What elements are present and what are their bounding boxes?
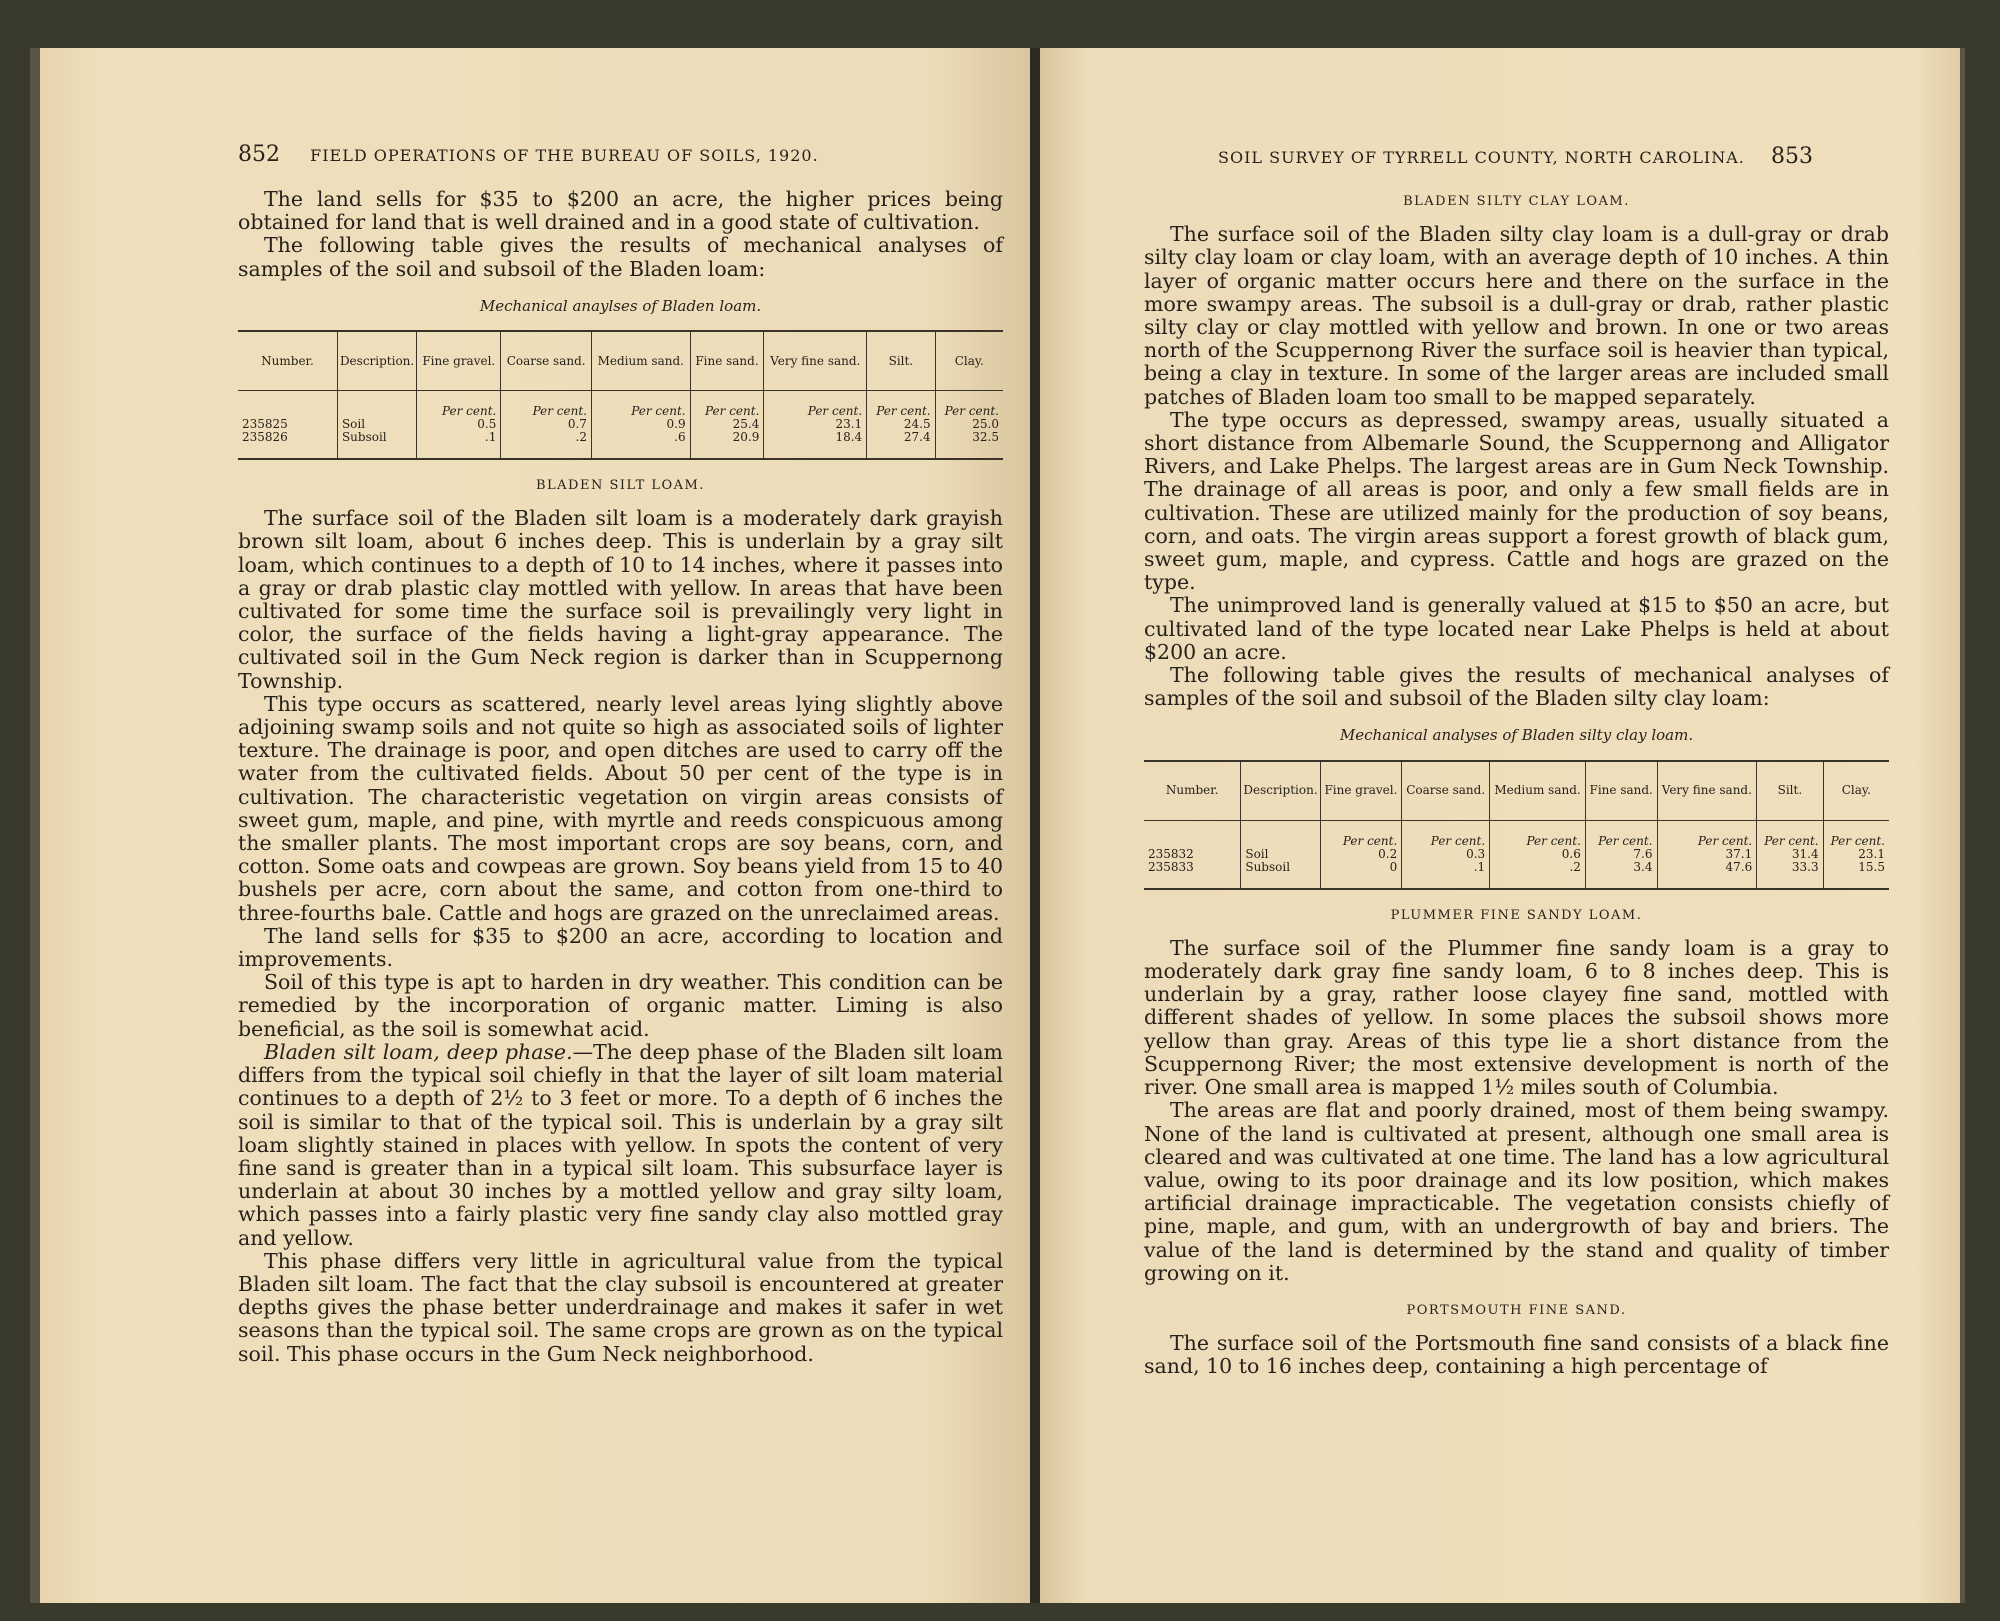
paragraph: The areas are flat and poorly drained, most of them being swampy. None of the land is cultivated at present, although one small area is cleared and was cultivated at one time. The land has a low agricultural value, owing to its poor drainage and its low position, which makes artificial drainage impracticable. The vegetation consists chiefly of pine, maple, and gum, with an undergrowth of bay and briers. The value of the land is determined by the stand and quality of timber growing on it. — [1144, 1098, 1889, 1285]
section-heading-bladen-silt-loam: BLADEN SILT LOAM. — [535, 478, 706, 494]
units-cell: Per cent. — [1657, 820, 1757, 848]
book-spread — [30, 48, 1965, 1603]
cell-value: 23.1 — [764, 418, 867, 431]
paragraph: This phase differs very little in agricultural value from the typical Bladen silt loam. The fact that the clay subsoil is encountered at greater depths gives the phase better underdrainage and makes it safer in wet seasons than the typical soil. The same crops are grown as on the typical soil. This phase occurs in the Gum Neck neighborhood. — [238, 1248, 1003, 1366]
deep-phase-text: —The deep phase of the Bladen silt loam differs from the typical soil chiefly in that the layer of silt loam material continues to a depth of 2½ to 3 feet or more. To a depth of 6 inches the soil is similar to that of the typical soil. This is underlain by a gray silt loam slightly stained in places with yellow. In spots the content of very fine sand is greater than in a typical silt loam. This subsurface layer is underlain at about 30 inches by a mottled yellow and gray silty loam, which passes into a fairly plastic very fine sandy clay also mottled gray and yellow. — [238, 1039, 1003, 1250]
right-body — [1144, 190, 1889, 1379]
header-silt: Silt. — [867, 331, 935, 391]
units-cell: Per cent. — [501, 391, 592, 419]
cell-value: 37.1 — [1657, 848, 1757, 861]
cell-number: 235826 — [238, 431, 337, 459]
cell-description: Soil — [337, 418, 416, 431]
units-cell: Per cent. — [944, 404, 999, 419]
cell-value: 24.5 — [867, 418, 935, 431]
header-clay: Clay. — [1841, 783, 1871, 798]
right-running-head: SOIL SURVEY OF TYRRELL COUNTY, NORTH CAROLINA. — [1218, 148, 1745, 167]
paragraph-deep-phase — [238, 1041, 1003, 1250]
units-cell: Per cent. — [417, 391, 501, 419]
cell-value: 31.4 — [1757, 848, 1823, 861]
paragraph: The unimproved land is generally valued at $15 to $50 an acre, but cultivated land of the type located near Lake Phelps is held at about $200 an acre. — [1144, 593, 1889, 664]
cell-value: 0.2 — [1320, 848, 1402, 861]
table-units-row — [1144, 820, 1889, 848]
header-fine-gravel: Fine gravel. — [1320, 761, 1402, 821]
units-cell — [337, 391, 416, 419]
units-cell — [1144, 820, 1241, 848]
paragraph: The following table gives the results of mechanical analyses of samples of the soil and subsoil of the Bladen silty clay loam: — [1144, 663, 1889, 711]
cell-value: .6 — [591, 431, 690, 459]
paragraph: The surface soil of the Bladen silty clay loam is a dull-gray or drab silty clay loam or clay loam, with an average depth of 10 inches. A thin layer of organic matter occurs here and there on the surface in the more swampy areas. The subsoil is a dull-gray or drab, rather plastic silty clay or clay mottled with yellow and brown. In one or two areas north of the Scuppernong River the surface soil is heavier than typical, being a clay in texture. In some of the larger areas are included small patches of Bladen loam too small to be mapped separately. — [1144, 222, 1889, 409]
section-heading-plummer-fine-sandy-loam: PLUMMER FINE SANDY LOAM. — [1390, 907, 1643, 923]
left-page — [40, 48, 1030, 1603]
units-cell: Per cent. — [591, 391, 690, 419]
section-heading-portsmouth-fine-sand: PORTSMOUTH FINE SAND. — [1406, 1302, 1627, 1318]
left-running-head: FIELD OPERATIONS OF THE BUREAU OF SOILS, 1920. — [310, 146, 819, 165]
cell-value: .2 — [1490, 861, 1586, 889]
cell-value: 0.6 — [1490, 848, 1586, 861]
header-number: Number. — [238, 331, 337, 391]
units-cell — [1241, 820, 1320, 848]
cell-description: Soil — [1241, 848, 1320, 861]
mechanical-analysis-table-bladen-silty-clay-loam — [1144, 760, 1889, 890]
cell-value: 33.3 — [1757, 861, 1823, 889]
header-clay: Clay. — [954, 353, 984, 368]
cell-value: .2 — [501, 431, 592, 459]
header-medium-sand: Medium sand. — [591, 331, 690, 391]
cell-number: 235833 — [1144, 861, 1241, 889]
cell-value: 0.7 — [501, 418, 592, 431]
cell-value: 15.5 — [1858, 859, 1885, 874]
header-fine-sand: Fine sand. — [1585, 761, 1657, 821]
table-row — [1144, 848, 1889, 861]
units-cell: Per cent. — [867, 391, 935, 419]
paragraph: This type occurs as scattered, nearly level areas lying slightly above adjoining swamp soils and not quite so high as associated soils of lighter texture. The drainage is poor, and open ditches are used to carry off the water from the cultivated fields. About 50 per cent of the type is in cultivation. The characteristic vegetation on virgin areas consists of sweet gum, maple, and pine, with myrtle and reeds conspicuous among the smaller plants. The most important crops are soy beans, corn, and cotton. Some oats and cowpeas are grown. Soy beans yield from 15 to 40 bushels per acre, corn about the same, and cotton from one-third to three-fourths bale. Cattle and hogs are grazed on the unreclaimed areas. — [238, 691, 1003, 925]
cell-value: 0.9 — [591, 418, 690, 431]
paragraph: The type occurs as depressed, swampy areas, usually situated a short distance from Albemarle Sound, the Scuppernong and Alligator Rivers, and Lake Phelps. The largest areas are in Gum Neck Township. The drainage of all areas is poor, and only a few small fields are in cultivation. These are utilized mainly for the production of soy beans, corn, and oats. The virgin areas support a forest growth of black gum, sweet gum, maple, and cypress. Cattle and hogs are grazed on the type. — [1144, 407, 1889, 595]
cell-value: 27.4 — [867, 431, 935, 459]
units-cell: Per cent. — [1320, 820, 1402, 848]
paragraph: The land sells for $35 to $200 an acre, the higher prices being obtained for land that is well drained and in a good state of cultivation. — [238, 187, 1003, 235]
cell-value: .1 — [417, 431, 501, 459]
units-cell: Per cent. — [690, 391, 764, 419]
units-cell: Per cent. — [1402, 820, 1490, 848]
units-cell: Per cent. — [1585, 820, 1657, 848]
left-page-number: 852 — [238, 142, 280, 167]
header-medium-sand: Medium sand. — [1490, 761, 1586, 821]
paragraph: The surface soil of the Plummer fine sandy loam is a gray to moderately dark gray fine sandy loam, 6 to 8 inches deep. This is underlain by a gray, rather loose clayey fine sand, mottled with different shades of yellow. In some places the subsoil shows more yellow than gray. Areas of this type lie a short distance from the Scuppernong River; the most extensive development is north of the river. One small area is mapped 1½ miles south of Columbia. — [1144, 935, 1889, 1100]
table-header-row — [238, 331, 1003, 391]
table-header-row — [1144, 761, 1889, 821]
paragraph: The following table gives the results of mechanical analyses of samples of the soil and subsoil of the Bladen loam: — [238, 233, 1003, 281]
cell-value: 7.6 — [1585, 848, 1657, 861]
units-cell: Per cent. — [764, 391, 867, 419]
units-cell: Per cent. — [1757, 820, 1823, 848]
header-coarse-sand: Coarse sand. — [1402, 761, 1490, 821]
paragraph: The surface soil of the Portsmouth fine sand consists of a black fine sand, 10 to 16 inches deep, containing a high percentage of — [1144, 1331, 1889, 1379]
header-coarse-sand: Coarse sand. — [501, 331, 592, 391]
cell-description: Subsoil — [1241, 861, 1320, 889]
right-running-head-row — [1218, 144, 1813, 169]
table-units-row — [238, 391, 1003, 419]
cell-value: 0.5 — [417, 418, 501, 431]
units-cell — [238, 391, 337, 419]
paragraph: The land sells for $35 to $200 an acre, according to location and improvements. — [238, 923, 1003, 972]
cell-value: 0.3 — [1402, 848, 1490, 861]
units-cell: Per cent. — [1830, 833, 1885, 848]
deep-phase-title: Bladen silt loam, deep phase. — [264, 1039, 573, 1064]
left-body — [238, 188, 1003, 1366]
left-running-head-row — [238, 142, 819, 167]
paragraph: The surface soil of the Bladen silt loam is a moderately dark grayish brown silt loam, about 6 inches deep. This is underlain by a gray silt loam, which continues to a depth of 10 to 14 inches, where it passes into a gray or drab plastic clay mottled with yellow. In areas that have been cultivated for some time the surface soil is prevailingly very light in color, the surface of the fields having a light-gray appearance. The cultivated soil in the Gum Neck region is darker than in Scuppernong Township. — [238, 506, 1003, 693]
header-description: Description. — [1241, 761, 1320, 821]
header-fine-sand: Fine sand. — [690, 331, 764, 391]
table-row — [238, 431, 1003, 459]
cell-description: Subsoil — [337, 431, 416, 459]
cell-value: .1 — [1402, 861, 1490, 889]
cell-number: 235825 — [238, 418, 337, 431]
table-caption: Mechanical anaylses of Bladen loam. — [479, 296, 762, 315]
header-description: Description. — [337, 331, 416, 391]
cell-value: 20.9 — [690, 431, 764, 459]
header-fine-gravel: Fine gravel. — [417, 331, 501, 391]
table-caption: Mechanical analyses of Bladen silty clay loam. — [1339, 726, 1694, 745]
header-very-fine-sand: Very fine sand. — [1657, 761, 1757, 821]
header-number: Number. — [1144, 761, 1241, 821]
cell-value: 25.0 — [972, 417, 999, 432]
cell-number: 235832 — [1144, 848, 1241, 861]
mechanical-analysis-table-bladen-loam — [238, 330, 1003, 460]
right-page — [1040, 48, 1960, 1603]
header-silt: Silt. — [1757, 761, 1823, 821]
table-row — [1144, 861, 1889, 889]
section-heading-bladen-silty-clay-loam: BLADEN SILTY CLAY LOAM. — [1403, 194, 1630, 209]
units-cell: Per cent. — [1490, 820, 1586, 848]
right-page-number: 853 — [1770, 144, 1813, 169]
cell-value: 47.6 — [1657, 861, 1757, 889]
cell-value: 23.1 — [1858, 846, 1885, 861]
cell-value: 32.5 — [972, 430, 999, 445]
cell-value: 3.4 — [1585, 861, 1657, 889]
cell-value: 18.4 — [764, 431, 867, 459]
paragraph: Soil of this type is apt to harden in dry weather. This condition can be remedied by the incorporation of organic matter. Liming is also beneficial, as the soil is somewhat acid. — [238, 970, 1003, 1041]
cell-value: 0 — [1320, 861, 1402, 889]
cell-value: 25.4 — [690, 418, 764, 431]
header-very-fine-sand: Very fine sand. — [764, 331, 867, 391]
